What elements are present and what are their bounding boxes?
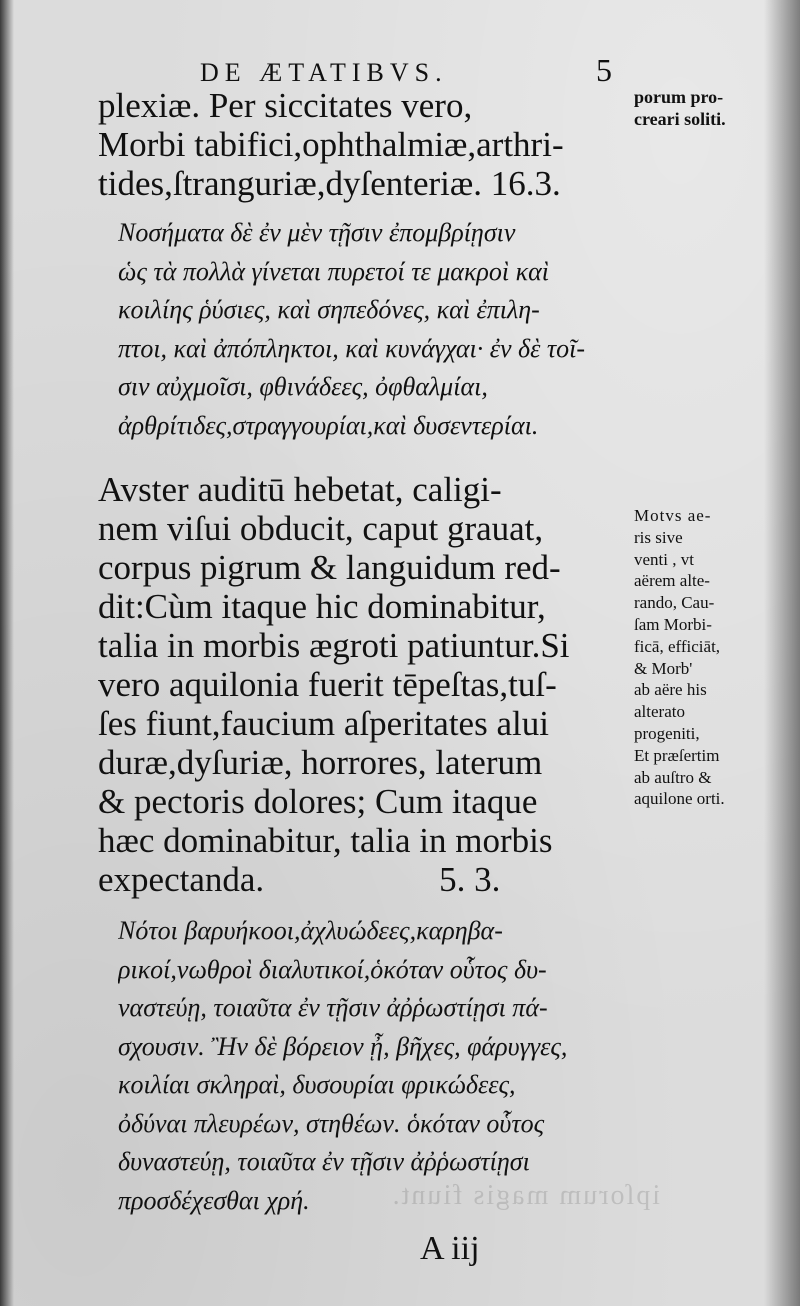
text-line: ἀρθρίτιδες,στραγγουρίαι,καὶ δυσεντερίαι.: [118, 410, 539, 440]
running-title: DE ÆTATIBVS.: [200, 58, 448, 87]
text-line: vero aquilonia fuerit tēpeſtas,tuſ-: [98, 665, 557, 704]
text-line: προσδέχεσθαι χρή.: [118, 1185, 310, 1215]
margin-line: ficā, efficiāt,: [634, 636, 721, 656]
text-line: Morbi tabifici,ophthalmiæ,arthri-: [98, 125, 564, 164]
margin-line: alterato: [634, 702, 685, 722]
margin-line: porum pro-: [634, 87, 724, 107]
margin-line: ab auſtro &: [634, 767, 712, 787]
margin-line: progeniti,: [634, 723, 700, 743]
margin-line: Et præſertim: [634, 745, 720, 765]
margin-note-1: [634, 86, 784, 130]
text-line: expectanda. 5. 3.: [98, 860, 501, 899]
text-line: ναστεύῃ, τοιαῦτα ἐν τῇσιν ἀῤῥωστίῃσι πά-: [118, 993, 548, 1022]
text-line: Avster auditū hebetat, caligi-: [98, 470, 502, 509]
margin-line: ab aëre his: [634, 680, 707, 700]
text-line: πτοι, καὶ ἀπόπληκτοι, καὶ κυνάγχαι· ἐν δὲ τοῖ-: [118, 333, 586, 363]
text-line: ὡς τὰ πολλὰ γίνεται πυρετοί τε μακροὶ καὶ: [118, 256, 549, 286]
text-line: & pectoris dolores; Cum itaque: [98, 782, 538, 821]
text-line: ſes fiunt,faucium aſperitates alui: [98, 704, 549, 743]
text-line: talia in morbis ægroti patiuntur.Si: [98, 626, 570, 665]
page-number: 5: [596, 52, 612, 88]
text-line: σιν αὐχμοῖσι, φθινάδεες, ὀφθαλμίαι,: [118, 372, 488, 401]
text-line: ρικοί,νωθροὶ διαλυτικοί,ὁκόταν οὗτος δυ-: [118, 954, 547, 984]
text-line: tides,ſtranguriæ,dyſenteriæ. 16.3.: [98, 164, 561, 203]
margin-line: aquilone orti.: [634, 789, 725, 809]
margin-line: ris sive: [634, 527, 683, 547]
text-line: hæc dominabitur, talia in morbis: [98, 821, 553, 860]
text-line: nem viſui obducit, caput grauat,: [98, 509, 544, 548]
greek-quotation-2: [118, 912, 634, 1220]
margin-line: venti , vt: [634, 549, 694, 569]
margin-line: aërem alte-: [634, 571, 710, 591]
text-line: ὀδύναι πλευρέων, στηθέων. ὁκόταν οὗτος: [118, 1108, 545, 1138]
margin-note-2: [634, 505, 784, 810]
latin-paragraph-1: [98, 86, 628, 203]
text-line: corpus pigrum & languidum red-: [98, 548, 561, 587]
text-line: κοιλίαι σκληραὶ, δυσουρίαι φρικώδεες,: [118, 1070, 516, 1099]
text-line: Νότοι βαρυήκοοι,ἀχλυώδεες,καρηβα-: [118, 916, 503, 945]
margin-line: & Morb': [634, 658, 693, 678]
margin-line: Motvs ae-: [634, 506, 712, 525]
greek-quotation-1: [118, 214, 634, 445]
margin-line: ſam Morbi-: [634, 614, 712, 634]
text-line: plexiæ. Per siccitates vero,: [98, 86, 473, 125]
page-left-shadow: [0, 0, 14, 1306]
bleed-through-text: ipſorum magis fiunt.: [390, 1180, 660, 1211]
text-line: σχουσιν. Ἢν δὲ βόρειον ᾖ, βῆχες, φάρυγγες,: [118, 1031, 568, 1061]
text-line: duræ,dyſuriæ, horrores, laterum: [98, 743, 543, 782]
margin-line: rando, Cau-: [634, 593, 715, 613]
margin-line: creari soliti.: [634, 109, 726, 129]
text-line: δυναστεύῃ, τοιαῦτα ἐν τῇσιν ἀῤῥωστίῃσι: [118, 1147, 530, 1176]
text-line: Νοσήματα δὲ ἐν μὲν τῇσιν ἐπομβρίῃσιν: [118, 218, 516, 247]
text-line: κοιλίης ῥύσιες, καὶ σηπεδόνες, καὶ ἐπιλη-: [118, 295, 540, 324]
text-line: dit:Cùm itaque hic dominabitur,: [98, 587, 546, 626]
latin-paragraph-2: [98, 470, 628, 899]
signature-mark: A iij: [420, 1230, 480, 1267]
